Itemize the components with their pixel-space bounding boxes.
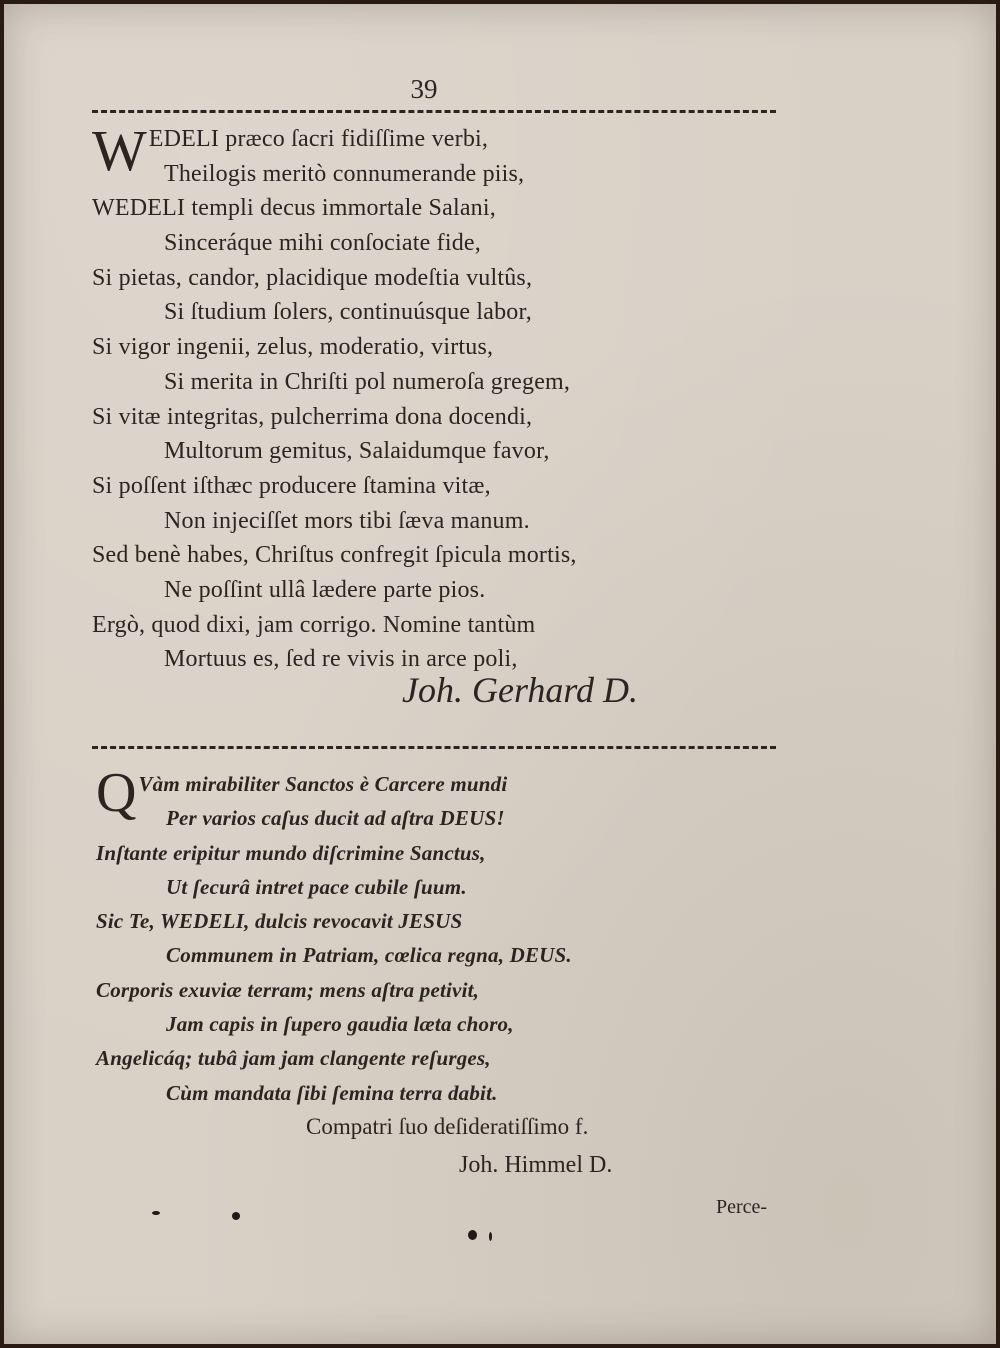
ink-speck <box>152 1211 160 1215</box>
verse-line: Ne poſſint ullâ lædere parte pios. <box>164 576 486 603</box>
verse-line: Communem in Patriam, cœlica regna, DEUS. <box>166 943 572 968</box>
drop-cap-w: W <box>92 118 147 183</box>
verse-line: Cùm mandata ſibi ſemina terra dabit. <box>166 1080 498 1105</box>
verse-line: Sinceráque mihi conſociate fide, <box>164 230 481 257</box>
poem-himmel <box>96 762 786 1110</box>
verse-line: Per varios caſus ducit ad aſtra DEUS! <box>166 806 505 831</box>
verse-line: Inſtante eripitur mundo diſcrimine Sanctus, <box>96 840 486 865</box>
verse-line: Ergò, quod dixi, jam corrigo. Nomine tantùm <box>92 611 536 638</box>
ink-speck <box>489 1232 492 1241</box>
verse-line: Corporis exuviæ terram; mens aſtra petivit, <box>96 977 480 1002</box>
drop-cap-q: Q <box>96 762 137 824</box>
verse-line: Theilogis meritò connumerande piis, <box>164 160 525 187</box>
verse-line: Sed benè habes, Chriſtus confregit ſpicula mortis, <box>92 542 577 569</box>
verse-line: Sic Te, WEDELI, dulcis revocavit JESUS <box>96 909 463 934</box>
signature-himmel: Joh. Himmel D. <box>459 1152 613 1178</box>
poem-himmel-lines <box>96 762 786 1110</box>
ink-speck <box>468 1230 477 1240</box>
verse-line: WEDELI templi decus immortale Salani, <box>92 195 496 222</box>
signature-gerhard: Joh. Gerhard D. <box>402 670 638 710</box>
verse-line: EDELI præco ſacri fidiſſime verbi, <box>148 126 489 152</box>
ink-speck <box>232 1212 240 1220</box>
page-number: 39 <box>410 74 438 104</box>
verse-line: Si merita in Chriſti pol numeroſa gregem, <box>164 368 571 395</box>
verse-line: Si vigor ingenii, zelus, moderatio, virtus, <box>92 334 494 361</box>
verse-line: Si vitæ integritas, pulcherrima dona docendi, <box>92 403 533 430</box>
book-page <box>4 4 996 1344</box>
verse-line: Si ſtudium ſolers, continuúsque labor, <box>164 299 532 326</box>
verse-line: Si pietas, candor, placidique modeſtia vultûs, <box>92 264 533 291</box>
verse-line: Mortuus es, ſed re vivis in arce poli, <box>164 646 518 673</box>
ornamental-rule-middle <box>92 746 776 749</box>
poem-gerhard-lines <box>92 118 782 677</box>
dedication-line: Compatri ſuo deſideratiſſimo f. <box>306 1114 589 1139</box>
verse-line: Si poſſent iſthæc producere ſtamina vitæ, <box>92 472 491 499</box>
verse-line: Non injeciſſet mors tibi ſæva manum. <box>164 507 530 534</box>
verse-line: Angelicáq; tubâ jam jam clangente reſurges, <box>96 1046 491 1071</box>
poem-gerhard <box>92 118 782 677</box>
verse-line: Jam capis in ſupero gaudia læta choro, <box>166 1012 514 1037</box>
verse-line: Multorum gemitus, Salaidumque favor, <box>164 438 550 465</box>
catchword: Perce- <box>716 1196 768 1218</box>
verse-line: Vàm mirabiliter Sanctos è Carcere mundi <box>138 772 508 796</box>
verse-line: Ut ſecurâ intret pace cubile ſuum. <box>166 874 467 899</box>
ornamental-rule-top <box>92 110 776 113</box>
